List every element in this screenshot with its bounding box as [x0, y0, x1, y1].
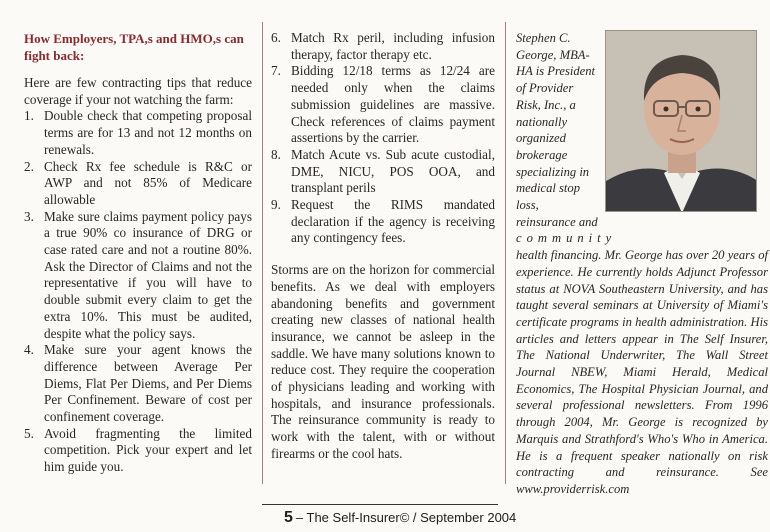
list-item: 6. Match Rx peril, including infusion therapy, factor therapy etc. [271, 30, 495, 62]
tips-list-continued [271, 30, 495, 247]
author-bio-word: community [516, 231, 617, 246]
column-bio [516, 30, 768, 498]
author-bio-continued [516, 230, 768, 497]
footer-rule [262, 504, 498, 505]
author-bio-intro: Stephen C. George, MBA-HA is President of Provider Risk, Inc., a nationally organized brokerage specializing in medical stop loss, reinsurance and [516, 31, 598, 229]
list-item: 8. Match Acute vs. Sub acute custodial, DME, NICU, POS OOA, and transplant perils [271, 146, 495, 196]
author-bio-body: health financing. Mr. George has over 20 years of experience. He currently holds Adjunct Professor status at NOVA Southeastern University, and has taught several seminars at University of Miami's certificate programs in health administration. His articles and letters appear in The Self Insurer, The National Underwriter, The Wall Street Journal NBEW, Miami Herald, Medical Economics, The Hospital Physician Journal, and several professional newsletters. From 1996 through 2004, Mr. George is recognized by Marquis and Strathford's Who's Who in America. He is a frequent speaker nationally on risk contracting and reinsurance. See www.providerrisk.com [516, 248, 768, 496]
column-left [24, 30, 252, 476]
column-divider [505, 22, 506, 484]
list-item: 3. Make sure claims payment policy pays a true 90% co insurance of DRG or case rated care and not a routine 80%. Ask the Director of Claims and not the representative if you will have to double submit every claim to get the extra 10%. This must be audited, despite what the policy says. [24, 208, 252, 341]
section-heading: How Employers, TPA,s and HMO,s can fight back: [24, 31, 244, 63]
column-divider [262, 22, 263, 484]
list-item: 1. Double check that competing proposal terms are for 13 and not 12 months on renewals. [24, 108, 252, 157]
list-item: 4. Make sure your agent knows the difference between Average Per Diems, Flat Per Diems, and Per Diems Per Confinement. Beware of cost per confinement coverage. [24, 342, 252, 425]
list-item: 7. Bidding 12/18 terms as 12/24 are needed only when the claims submission guidelines are massive. Check references of claims payment assertions by the carrier. [271, 63, 495, 146]
publication-line: – The Self-Insurer© / September 2004 [295, 510, 517, 525]
tips-list [24, 108, 252, 475]
list-item: 2. Check Rx fee schedule is R&C or AWP and not 85% of Medicare allowable [24, 158, 252, 207]
page-number: 5 [284, 509, 293, 526]
page-footer [284, 509, 516, 527]
closing-paragraph: Storms are on the horizon for commercial benefits. As we deal with employers abandoning benefits and government creating new classes of national health insurance, we cannot be asleep in the saddle. We have many solutions known to reduce cost. They require the cooperation of physicians leading and working with hospitals, and insurance professionals. The reinsurance community is ready to work with the talent, with or without firearms or the cool hats. [271, 262, 495, 461]
list-item: 9. Request the RIMS mandated declaration if the agency is receiving any contingency fees. [271, 197, 495, 246]
intro-paragraph: Here are few contracting tips that reduce coverage if your not watching the farm: [24, 75, 252, 107]
column-middle [271, 30, 495, 463]
author-portrait-image [606, 31, 757, 212]
author-photo [605, 30, 757, 212]
list-item: 5. Avoid fragmenting the limited competition. Pick your expert and let him guide you. [24, 425, 252, 475]
